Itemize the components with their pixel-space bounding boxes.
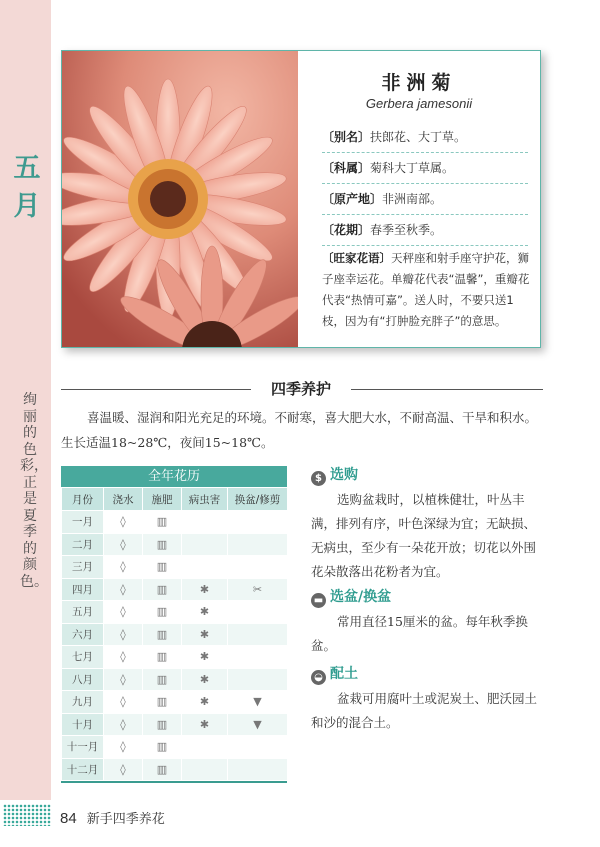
pest-icon: ✱ <box>199 650 210 664</box>
calendar-row <box>62 668 288 691</box>
calendar-row <box>62 623 288 646</box>
origin-row <box>322 188 528 215</box>
calendar-row <box>62 713 288 736</box>
scissors-icon: ✂ <box>252 582 263 596</box>
calendar-row <box>62 578 288 601</box>
calendar-cell <box>182 646 228 669</box>
pest-icon: ✱ <box>199 695 210 709</box>
calendar-row <box>62 736 288 759</box>
calendar-title: 全年花历 <box>61 466 287 487</box>
calendar-row <box>62 556 288 579</box>
fertilizer-icon: ▥ <box>156 605 168 619</box>
pest-icon: ✱ <box>199 582 210 596</box>
calendar-body <box>62 511 288 781</box>
calendar-cell <box>228 713 288 736</box>
care-buying <box>311 466 543 584</box>
header-month: 月份 <box>62 488 104 511</box>
water-drop-icon: ◊ <box>120 560 126 574</box>
calendar-cell <box>143 511 182 534</box>
calendar-row <box>62 646 288 669</box>
calendar-cell <box>228 601 288 624</box>
water-drop-icon: ◊ <box>120 605 126 619</box>
calendar-row <box>62 691 288 714</box>
bloom-row <box>322 219 528 246</box>
water-drop-icon: ◊ <box>120 537 126 551</box>
water-drop-icon: ◊ <box>120 627 126 641</box>
month-cell: 三月 <box>62 556 104 579</box>
calendar-cell <box>104 668 143 691</box>
calendar-row <box>62 601 288 624</box>
care-pot <box>311 588 543 658</box>
calendar-cell <box>104 578 143 601</box>
calendar-cell <box>143 736 182 759</box>
calendar-cell <box>182 713 228 736</box>
water-drop-icon: ◊ <box>120 717 126 731</box>
calendar-cell <box>143 691 182 714</box>
repot-icon: ▼ <box>253 717 262 731</box>
fertilizer-icon: ▥ <box>156 762 168 776</box>
calendar-cell <box>104 691 143 714</box>
calendar-cell <box>182 623 228 646</box>
section-title: 四季养护 <box>270 380 331 398</box>
water-drop-icon: ◊ <box>120 762 126 776</box>
month-cell: 四月 <box>62 578 104 601</box>
month-cell: 一月 <box>62 511 104 534</box>
soil-title: 配土 <box>330 666 358 682</box>
calendar-cell <box>182 556 228 579</box>
flower-info-panel <box>300 50 538 346</box>
fertilizer-icon: ▥ <box>156 740 168 754</box>
bloom-value: 春季至秋季。 <box>370 223 443 237</box>
calendar-cell <box>228 578 288 601</box>
fertilizer-icon: ▥ <box>156 582 168 596</box>
flower-name: 非洲菊 <box>381 72 457 94</box>
calendar-cell <box>104 533 143 556</box>
pest-icon: ✱ <box>199 672 210 686</box>
calendar-cell <box>104 556 143 579</box>
calendar-row <box>62 511 288 534</box>
bloom-key: 〔花期〕 <box>322 223 371 237</box>
pest-icon: ✱ <box>199 627 210 641</box>
calendar-cell <box>143 646 182 669</box>
fertilizer-icon: ▥ <box>156 515 168 529</box>
water-drop-icon: ◊ <box>120 650 126 664</box>
fertilizer-icon: ▥ <box>156 627 168 641</box>
header-repot: 换盆/修剪 <box>228 488 288 511</box>
calendar-cell <box>182 691 228 714</box>
fertilizer-icon: ▥ <box>156 537 168 551</box>
month-cell: 九月 <box>62 691 104 714</box>
calendar-cell <box>228 691 288 714</box>
section-divider-right <box>351 389 543 390</box>
buying-title: 选购 <box>330 467 358 483</box>
calendar-cell <box>228 736 288 759</box>
month-cell: 二月 <box>62 533 104 556</box>
calendar-cell <box>228 646 288 669</box>
calendar-cell <box>104 601 143 624</box>
flower-language-text: 天秤座和射手座守护花，狮子座幸运花。单瓣花代表“温馨”，重瓣花代表“热情可嘉”。送人时，不要只送1枝，因为有“打肿脸充胖子”的意思。 <box>322 251 530 328</box>
calendar-cell <box>104 511 143 534</box>
vertical-quote: 绚丽的色彩，正是夏季的颜色。 <box>20 392 48 590</box>
header-water: 浇水 <box>104 488 143 511</box>
calendar-cell <box>228 511 288 534</box>
month-cell: 十一月 <box>62 736 104 759</box>
calendar-cell <box>143 601 182 624</box>
calendar-cell <box>104 646 143 669</box>
soil-icon: ◒ <box>311 670 326 685</box>
calendar-header-row <box>62 488 288 511</box>
calendar-cell <box>143 533 182 556</box>
fertilizer-icon: ▥ <box>156 717 168 731</box>
pest-icon: ✱ <box>199 717 210 731</box>
calendar-cell <box>228 623 288 646</box>
calendar-cell <box>104 758 143 781</box>
water-drop-icon: ◊ <box>120 582 126 596</box>
calendar-cell <box>228 533 288 556</box>
pot-icon: ▬ <box>311 593 326 608</box>
water-drop-icon: ◊ <box>120 695 126 709</box>
calendar-cell <box>143 578 182 601</box>
fertilizer-icon: ▥ <box>156 650 168 664</box>
origin-value: 非洲南部。 <box>382 192 443 206</box>
buying-heading <box>311 466 543 484</box>
month-label: 五月 <box>13 153 41 222</box>
alias-row <box>322 126 528 153</box>
family-key: 〔科属〕 <box>322 161 371 175</box>
page-footer <box>60 808 165 827</box>
water-drop-icon: ◊ <box>120 740 126 754</box>
care-soil <box>311 665 543 735</box>
page-number: 84 <box>60 810 77 827</box>
water-drop-icon: ◊ <box>120 515 126 529</box>
family-value: 菊科大丁草属。 <box>370 161 455 175</box>
gerbera-illustration <box>62 51 298 347</box>
pot-text: 常用直径15厘米的盆。每年秋季换盆。 <box>311 614 528 653</box>
section-divider-left <box>61 389 251 390</box>
dot-pattern <box>3 804 51 826</box>
month-cell: 六月 <box>62 623 104 646</box>
care-intro: 喜温暖、湿润和阳光充足的环境。不耐寒，喜大肥大水，不耐高温、干旱和积水。生长适温18~28℃，夜间15~18℃。 <box>61 410 538 450</box>
month-cell: 五月 <box>62 601 104 624</box>
header-fertilize: 施肥 <box>143 488 182 511</box>
money-bag-icon: $ <box>311 471 326 486</box>
gerbera-photo <box>62 51 298 347</box>
calendar-cell <box>182 758 228 781</box>
calendar-cell <box>228 758 288 781</box>
calendar-row <box>62 533 288 556</box>
alias-value: 扶郎花、大丁草。 <box>370 130 467 144</box>
water-drop-icon: ◊ <box>120 672 126 686</box>
calendar-cell <box>182 578 228 601</box>
fertilizer-icon: ▥ <box>156 695 168 709</box>
pot-heading <box>311 588 543 606</box>
flower-latin-name: Gerbera jamesonii <box>365 96 473 111</box>
calendar-cell <box>143 713 182 736</box>
calendar-cell <box>182 668 228 691</box>
fertilizer-icon: ▥ <box>156 672 168 686</box>
flower-language <box>322 248 532 332</box>
header-pest: 病虫害 <box>182 488 228 511</box>
soil-text: 盆栽可用腐叶土或泥炭土、肥沃园土和沙的混合土。 <box>311 691 538 730</box>
book-title: 新手四季养花 <box>86 812 165 827</box>
month-cell: 十二月 <box>62 758 104 781</box>
calendar-cell <box>143 623 182 646</box>
family-row <box>322 157 528 184</box>
calendar-cell <box>104 623 143 646</box>
pot-title: 选盆/换盆 <box>330 589 392 605</box>
alias-key: 〔别名〕 <box>322 130 371 144</box>
month-cell: 七月 <box>62 646 104 669</box>
month-cell: 八月 <box>62 668 104 691</box>
calendar-table <box>61 487 288 781</box>
origin-key: 〔原产地〕 <box>322 192 383 206</box>
calendar-row <box>62 758 288 781</box>
calendar-cell <box>182 736 228 759</box>
calendar-cell <box>182 533 228 556</box>
calendar-cell <box>143 758 182 781</box>
calendar-cell <box>228 668 288 691</box>
pest-icon: ✱ <box>199 605 210 619</box>
flower-language-key: 〔旺家花语〕 <box>322 251 391 265</box>
fertilizer-icon: ▥ <box>156 560 168 574</box>
calendar-cell <box>182 511 228 534</box>
repot-icon: ▼ <box>253 695 262 709</box>
flower-calendar <box>61 466 287 783</box>
calendar-cell <box>143 668 182 691</box>
calendar-cell <box>182 601 228 624</box>
buying-text: 选购盆栽时，以植株健壮，叶丛丰满，排列有序，叶色深绿为宜；无缺损、无病虫，至少有一朵花开放；切花以外围花朵散落出花粉者为宜。 <box>311 492 537 579</box>
soil-heading <box>311 665 543 683</box>
month-cell: 十月 <box>62 713 104 736</box>
calendar-cell <box>104 736 143 759</box>
calendar-cell <box>143 556 182 579</box>
calendar-cell <box>228 556 288 579</box>
calendar-cell <box>104 713 143 736</box>
